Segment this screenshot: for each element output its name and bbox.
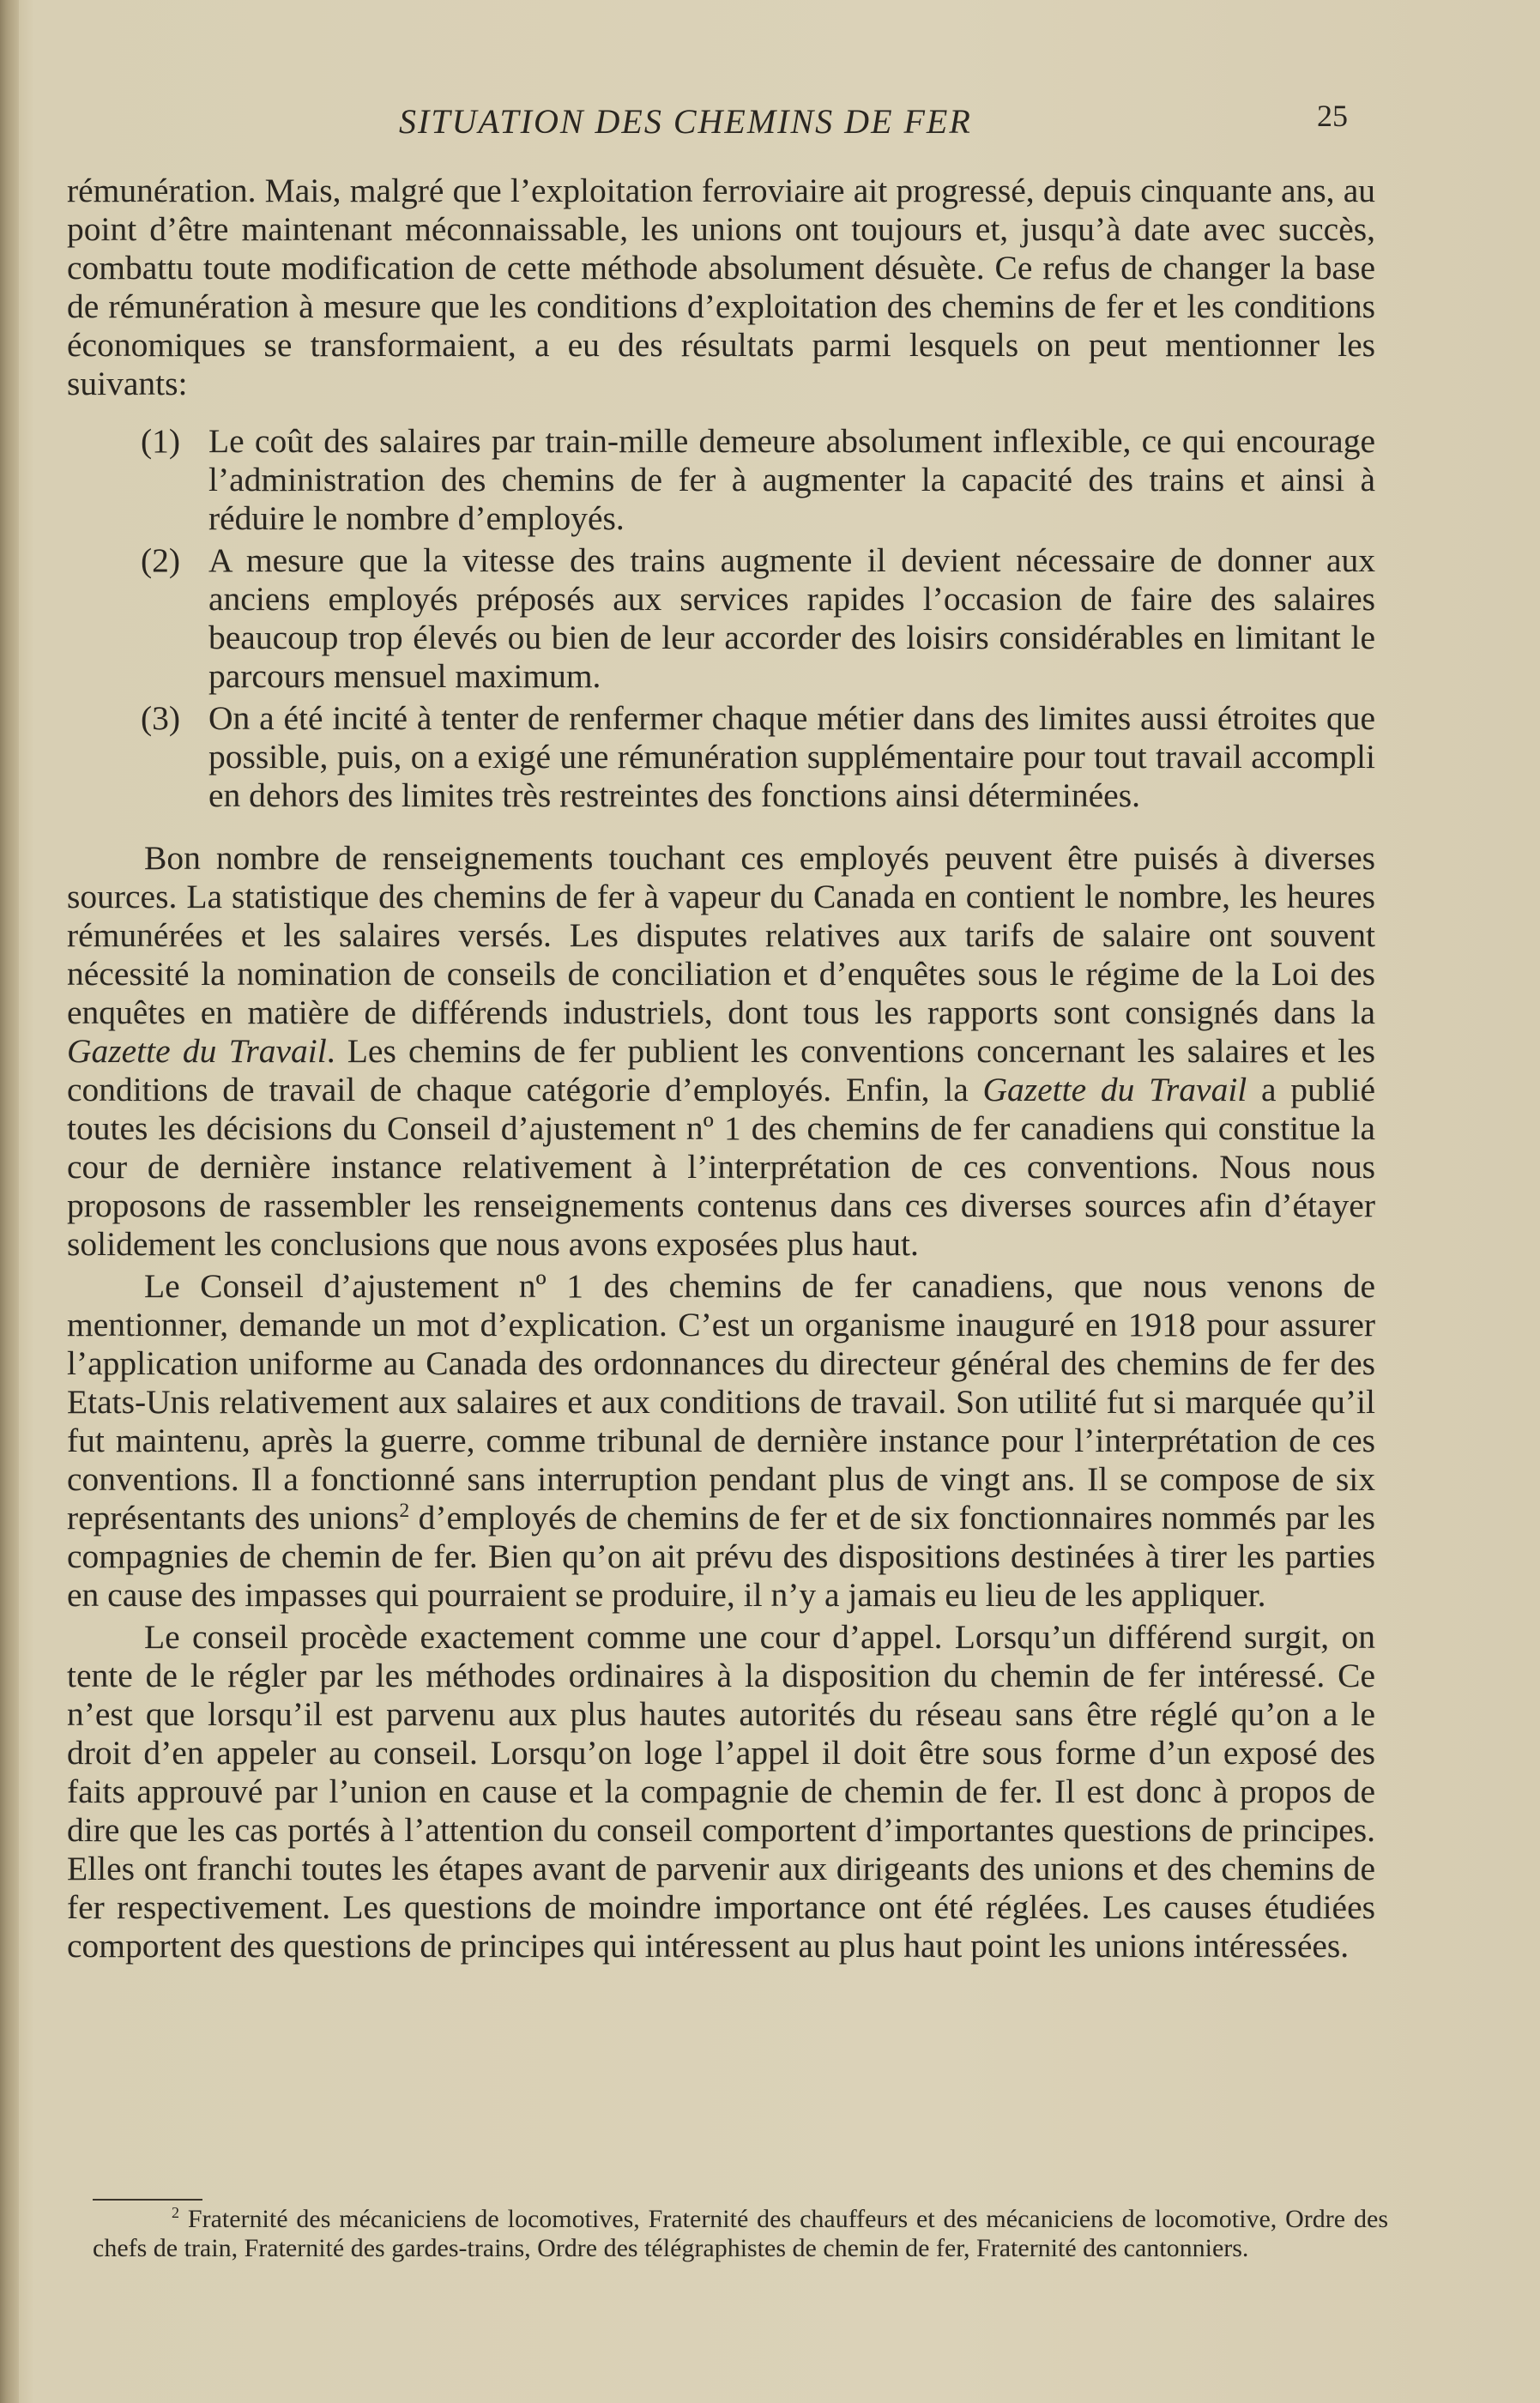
- body-text: [67, 172, 1375, 1965]
- list-item-number: (2): [141, 541, 181, 579]
- footnote-rule: [93, 2199, 202, 2201]
- gazette-title: Gazette du Travail: [982, 1071, 1247, 1108]
- footnote-ref: 2: [399, 1499, 410, 1522]
- footnote-text: Fraternité des mécaniciens de locomotives, Fraternité des chauffeurs et des mécaniciens de locomotive, Ordre des chefs de train, Fraternité des gardes-trains, Ordre des télégraphistes de chemin de fer, Fraternité des cantonniers.: [93, 2205, 1388, 2262]
- appeal-paragraph: Le conseil procède exactement comme une cour d’appel. Lorsqu’un différend surgit, on tente de le régler par les méthodes ordinaires à la disposition du chemin de fer intéressé. Ce n’est que lorsqu’il est parvenu aux plus hautes autorités du réseau sans être réglé qu’on a le droit d’en appeler au conseil. Lorsqu’on loge l’appel il doit être sous forme d’un exposé des faits approuvé par l’union en cause et la compagnie de chemin de fer. Il est donc à propos de dire que les cas portés à l’attention du conseil comportent d’importantes questions de principes. Elles ont franchi toutes les étapes avant de parvenir aux dirigeants des unions et des chemins de fer respectivement. Les questions de moindre importance ont été réglées. Les causes étudiées comportent des questions de principes qui intéressent au plus haut point les unions intéressées.: [67, 1618, 1375, 1965]
- sources-paragraph: Bon nombre de renseignements touchant ces employés peuvent être puisés à diverses sources. La statistique des chemins de fer à vapeur du Canada en contient le nombre, les heures rémunérées et les salaires versés. Les disputes relatives aux tarifs de salaire ont souvent nécessité la nomination de conseils de conciliation et d’enquêtes sous le régime de la Loi des enquêtes en matière de différends industriels, dont tous les rapports sont consignés dans la Gazette du Travail. Les chemins de fer publient les conventions concernant les salaires et les conditions de travail de chaque catégorie d’employés. Enfin, la Gazette du Travail a publié toutes les décisions du Conseil d’ajustement nº 1 des chemins de fer canadiens qui constitue la cour de dernière instance relativement à l’interprétation de ces conventions. Nous nous proposons de rassembler les renseignements contenus dans ces diverses sources afin d’étayer solidement les conclusions que nous avons exposées plus haut.: [67, 839, 1375, 1263]
- running-header: [0, 101, 1540, 153]
- list-item-text: A mesure que la vitesse des trains augmente il devient nécessaire de donner aux anciens employés préposés aux services rapides l’occasion de faire des salaires beaucoup trop élevés ou bien de leur accorder des loisirs considérables en limitant le parcours mensuel maximum.: [208, 541, 1375, 695]
- list-item: [67, 699, 1375, 815]
- list-item: [67, 541, 1375, 696]
- list-item-number: (1): [141, 422, 181, 460]
- page-number: 25: [1317, 99, 1348, 133]
- intro-paragraph: rémunération. Mais, malgré que l’exploitation ferroviaire ait progressé, depuis cinquante ans, au point d’être maintenant méconnaissable, les unions ont toujours et, jusqu’à date avec succès, combattu toute modification de cette méthode absolument désuète. Ce refus de changer la base de rémunération à mesure que les conditions d’exploitation des chemins de fer et les conditions économiques se transformaient, a eu des résultats parmi lesquels on peut mentionner les suivants:: [67, 172, 1375, 402]
- list-item-text: On a été incité à tenter de renfermer chaque métier dans des limites aussi étroites que possible, puis, on a exigé une rémunération supplémentaire pour tout travail accompli en dehors des limites très restreintes des fonctions ainsi déterminées.: [208, 699, 1375, 814]
- gazette-title: Gazette du Travail: [67, 1032, 327, 1070]
- list-item-text: Le coût des salaires par train-mille demeure absolument inflexible, ce qui encourage l’administration des chemins de fer à augmenter la capacité des trains et ainsi à réduire le nombre d’employés.: [208, 422, 1375, 537]
- council-paragraph: Le Conseil d’ajustement nº 1 des chemins de fer canadiens, que nous venons de mentionner, demande un mot d’explication. C’est un organisme inauguré en 1918 pour assurer l’application uniforme au Canada des ordonnances du directeur général des chemins de fer des Etats-Unis relativement aux salaires et aux conditions de travail. Son utilité fut si marquée qu’il fut maintenu, après la guerre, comme tribunal de dernière instance pour l’interprétation de ces conventions. Il a fonctionné sans interruption pendant plus de vingt ans. Il se compose de six représentants des unions$^2$ d’employés de chemins de fer et de six fonctionnaires nommés par les compagnies de chemin de fer. Bien qu’on ait prévu des dispositions destinées à tirer les parties en cause des impasses qui pourraient se produire, il n’y a jamais eu lieu de les appliquer.: [67, 1267, 1375, 1614]
- footnote-mark: 2: [172, 2204, 179, 2221]
- consequences-list: [67, 422, 1375, 815]
- list-item: [67, 422, 1375, 538]
- list-item-number: (3): [141, 699, 181, 737]
- footnote: [93, 2205, 1388, 2263]
- running-title: SITUATION DES CHEMINS DE FER: [399, 102, 972, 141]
- book-spine-shadow: [0, 0, 19, 2403]
